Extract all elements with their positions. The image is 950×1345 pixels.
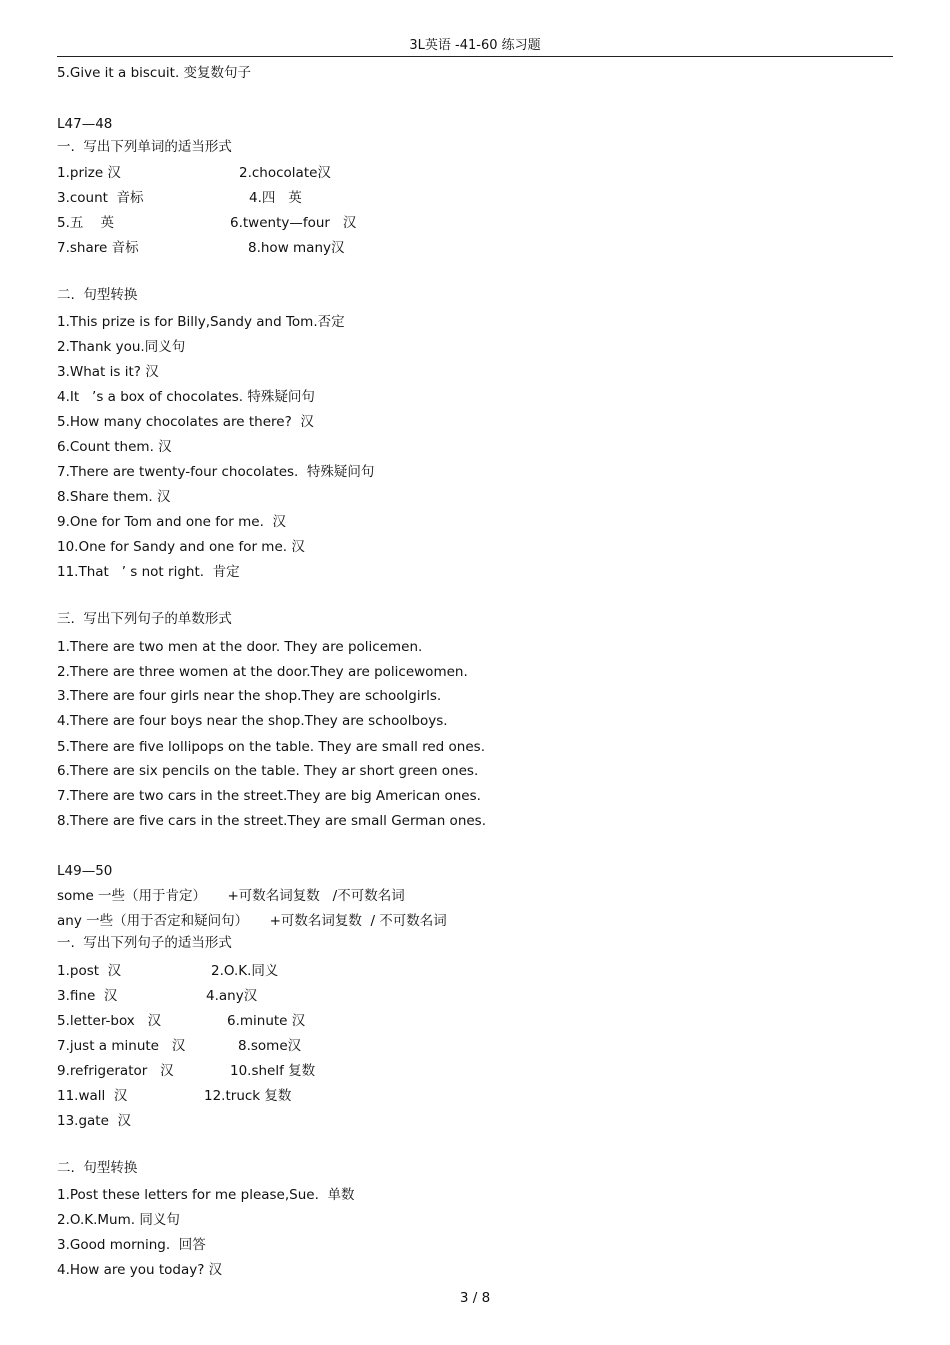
exercise-item-left: 9.refrigerator 汉 — [57, 1063, 174, 1079]
page-number: 3 / 8 — [459, 1290, 491, 1306]
section-heading: 三. 写出下列句子的单数形式 — [57, 611, 232, 627]
exercise-item-left: 1.prize 汉 — [57, 165, 121, 181]
exercise-item-left: 13.gate 汉 — [57, 1113, 131, 1129]
exercise-item: 3.Good morning. 回答 — [57, 1237, 206, 1253]
exercise-item: 3.What is it? 汉 — [57, 364, 159, 380]
exercise-item-left: 1.post 汉 — [57, 963, 122, 979]
exercise-item-left: 3.count 音标 — [57, 190, 144, 206]
exercise-item-right: 10.shelf 复数 — [230, 1063, 316, 1079]
lesson-title: L49—50 — [57, 863, 113, 879]
exercise-item-right: 4.any汉 — [206, 988, 258, 1004]
grammar-note: some 一些（用于肯定） +可数名词复数 /不可数名词 — [57, 888, 405, 904]
exercise-item-left: 5.letter-box 汉 — [57, 1013, 162, 1029]
exercise-item-right: 2.chocolate汉 — [239, 165, 331, 181]
intro-line: 5.Give it a biscuit. 变复数句子 — [57, 65, 252, 81]
exercise-item: 2.O.K.Mum. 同义句 — [57, 1212, 180, 1228]
exercise-item-left: 7.share 音标 — [57, 240, 139, 256]
exercise-item: 8.Share them. 汉 — [57, 489, 171, 505]
exercise-item: 7.There are two cars in the street.They are big American ones. — [57, 788, 481, 804]
page-header: 3L英语 -41-60 练习题 — [57, 36, 893, 57]
exercise-item-left: 11.wall 汉 — [57, 1088, 128, 1104]
section-heading: 二. 句型转换 — [57, 1160, 138, 1176]
exercise-item: 3.There are four girls near the shop.They are schoolgirls. — [57, 688, 442, 704]
lesson-title: L47—48 — [57, 116, 113, 132]
exercise-item: 11.That ’ s not right. 肯定 — [57, 564, 240, 580]
exercise-item: 1.This prize is for Billy,Sandy and Tom.否定 — [57, 314, 345, 330]
exercise-item: 2.Thank you.同义句 — [57, 339, 186, 355]
section-heading: 一. 写出下列单词的适当形式 — [57, 139, 232, 155]
exercise-item-right: 8.how many汉 — [248, 240, 345, 256]
exercise-item-right: 2.O.K.同义 — [211, 963, 279, 979]
exercise-item: 9.One for Tom and one for me. 汉 — [57, 514, 286, 530]
section-heading: 二. 句型转换 — [57, 287, 138, 303]
exercise-item: 1.Post these letters for me please,Sue. 单数 — [57, 1187, 355, 1203]
exercise-item: 6.Count them. 汉 — [57, 439, 172, 455]
exercise-item-right: 4.四 英 — [249, 190, 302, 206]
exercise-item: 5.How many chocolates are there? 汉 — [57, 414, 314, 430]
section-heading: 一. 写出下列句子的适当形式 — [57, 935, 232, 951]
exercise-item: 5.There are five lollipops on the table. They are small red ones. — [57, 739, 485, 755]
exercise-item: 4.How are you today? 汉 — [57, 1262, 223, 1278]
exercise-item-right: 6.twenty—four 汉 — [230, 215, 357, 231]
exercise-item: 7.There are twenty-four chocolates. 特殊疑问句 — [57, 464, 375, 480]
exercise-item-right: 6.minute 汉 — [227, 1013, 306, 1029]
exercise-item-left: 5.五 英 — [57, 215, 115, 231]
exercise-item: 4.There are four boys near the shop.They are schoolboys. — [57, 713, 448, 729]
exercise-item-left: 3.fine 汉 — [57, 988, 118, 1004]
exercise-item-right: 8.some汉 — [238, 1038, 302, 1054]
exercise-item-left: 7.just a minute 汉 — [57, 1038, 186, 1054]
grammar-note: any 一些（用于否定和疑问句） +可数名词复数 / 不可数名词 — [57, 913, 447, 929]
exercise-item-right: 12.truck 复数 — [204, 1088, 292, 1104]
exercise-item: 10.One for Sandy and one for me. 汉 — [57, 539, 305, 555]
exercise-item: 6.There are six pencils on the table. They ar short green ones. — [57, 763, 479, 779]
exercise-item: 4.It ’s a box of chocolates. 特殊疑问句 — [57, 389, 315, 405]
exercise-item: 2.There are three women at the door.They are policewomen. — [57, 664, 468, 680]
exercise-item: 8.There are five cars in the street.They are small German ones. — [57, 813, 487, 829]
exercise-item: 1.There are two men at the door. They are policemen. — [57, 639, 423, 655]
